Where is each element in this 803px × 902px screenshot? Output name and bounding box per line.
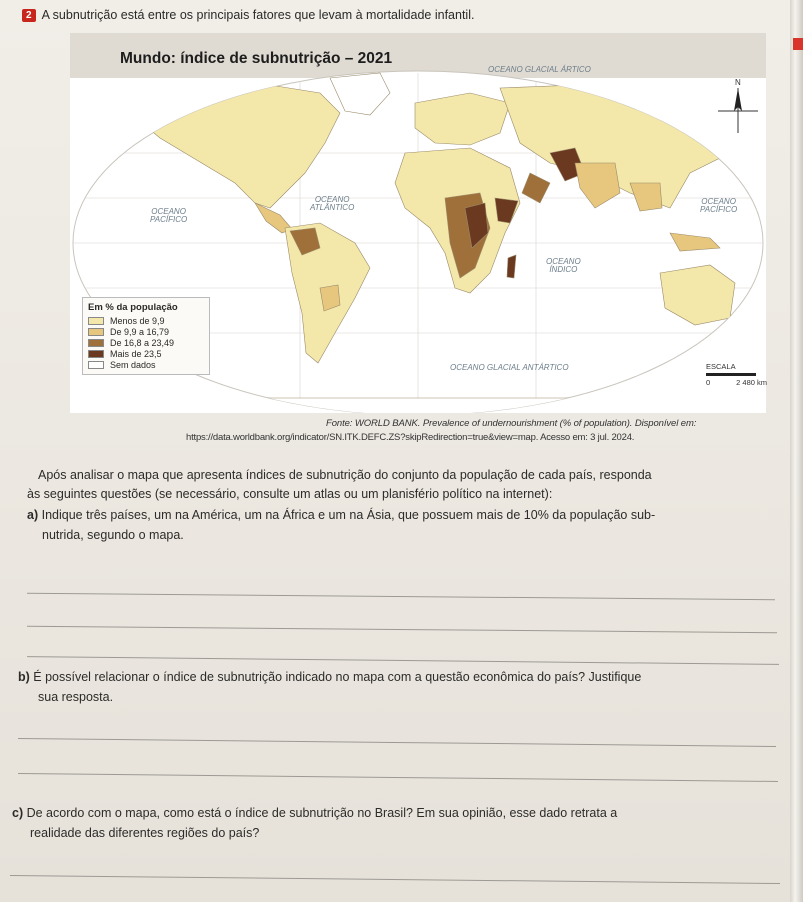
question-c [12, 804, 617, 823]
map-title: Mundo: índice de subnutrição – 2021 [120, 50, 393, 67]
map-legend [82, 297, 210, 375]
ocean-label-indian: OCEANO ÍNDICO [546, 257, 581, 275]
question-a-text: Indique três países, um na América, um na África e um na Ásia, que possuem mais de 10% da população sub- [41, 508, 656, 522]
question-c-line-2: realidade das diferentes regiões do país? [30, 826, 260, 840]
legend-swatch [88, 350, 104, 358]
question-c-text: De acordo com o mapa, como está o índice de subnutrição no Brasil? Em sua opinião, esse dado retrata a [26, 806, 618, 820]
legend-item [88, 315, 204, 326]
question-a-letter: a) [27, 508, 39, 522]
question-intro [22, 8, 474, 22]
legend-item [88, 337, 204, 348]
antarctica [70, 398, 766, 413]
page-edge [790, 0, 803, 902]
legend-label: Sem dados [110, 359, 156, 370]
question-a [27, 506, 655, 525]
page-tab-marker [793, 38, 803, 50]
legend-item [88, 359, 204, 370]
compass-n-label: N [735, 78, 741, 87]
scale-bar [706, 373, 756, 376]
ocean-label-pacific-west: OCEANO PACÍFICO [150, 207, 188, 225]
legend-swatch [88, 317, 104, 325]
legend-label: Mais de 23,5 [110, 348, 162, 359]
question-intro-text: A subnutrição está entre os principais fatores que levam à mortalidade infantil. [41, 8, 475, 22]
legend-swatch [88, 361, 104, 369]
map-scale [706, 362, 767, 387]
legend-title: Em % da população [88, 302, 178, 313]
scale-label: ESCALA [706, 362, 736, 371]
question-c-letter: c) [12, 806, 24, 820]
question-number-badge: 2 [22, 9, 36, 22]
ocean-label-antarctic: OCEANO GLACIAL ANTÁRTICO [450, 363, 569, 372]
ocean-label-atlantic: OCEANO ATLÂNTICO [310, 195, 355, 213]
legend-item [88, 326, 204, 337]
question-b-line-2: sua resposta. [38, 690, 114, 704]
legend-swatch [88, 328, 104, 336]
ocean-label-arctic: OCEANO GLACIAL ÁRTICO [488, 65, 591, 74]
question-b-letter: b) [18, 670, 30, 684]
question-b [18, 668, 641, 687]
map-source: Fonte: WORLD BANK. Prevalence of undernourishment (% of population). Disponível em: [326, 418, 697, 429]
scale-zero: 0 [706, 378, 711, 387]
scale-value: 2 480 km [736, 378, 768, 387]
legend-label: Menos de 9,9 [110, 315, 165, 326]
question-a-line-2: nutrida, segundo o mapa. [42, 528, 184, 542]
legend-label: De 9,9 a 16,79 [110, 326, 170, 337]
legend-item [88, 348, 204, 359]
legend-swatch [88, 339, 104, 347]
compass-rose-icon [718, 88, 758, 133]
instructions-line-1: Após analisar o mapa que apresenta índices de subnutrição do conjunto da população de cada país, responda [38, 468, 652, 482]
instructions-line-2: às seguintes questões (se necessário, consulte um atlas ou um planisfério político na internet): [27, 487, 553, 501]
map-source-url: https://data.worldbank.org/indicator/SN.ITK.DEFC.ZS?skipRedirection=true&view=map. Acesso em: 3 jul. 2024. [186, 432, 635, 443]
question-b-text: É possível relacionar o índice de subnutrição indicado no mapa com a questão econômica do país? Justifique [33, 670, 642, 684]
legend-label: De 16,8 a 23,49 [110, 337, 175, 348]
ocean-label-pacific-east: OCEANO PACÍFICO [700, 197, 738, 215]
